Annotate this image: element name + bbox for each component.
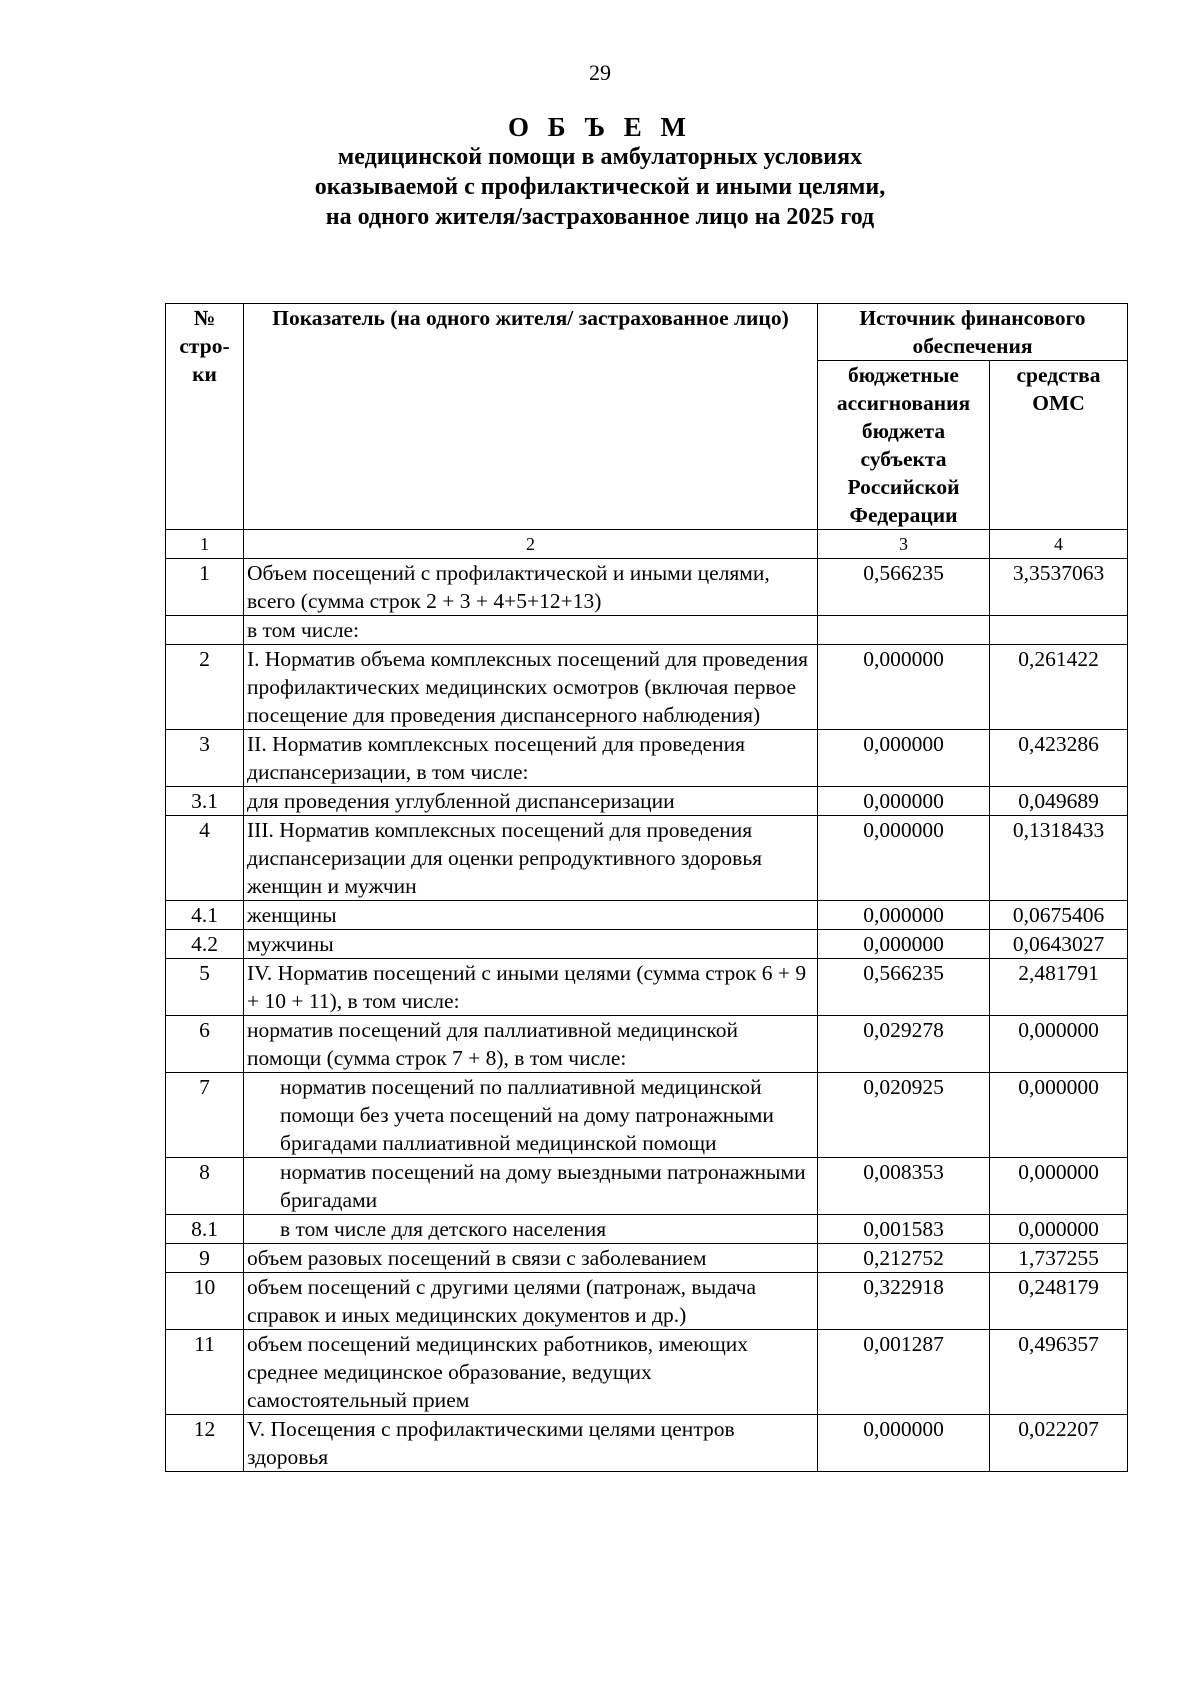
row-number (166, 616, 244, 645)
title-line-1: медицинской помощи в амбулаторных условиях (337, 144, 863, 170)
header-budget: бюджетные ассигнования бюджета субъекта Российской Федерации (818, 361, 990, 530)
table-row (166, 730, 1128, 787)
table-row (166, 1016, 1128, 1073)
row-budget-value (818, 616, 990, 645)
header-oms: средства ОМС (990, 361, 1128, 530)
row-number: 4.1 (166, 901, 244, 930)
page-number: 29 (589, 60, 611, 85)
row-number: 4.2 (166, 930, 244, 959)
row-oms-value: 0,1318433 (990, 816, 1128, 901)
table-row (166, 787, 1128, 816)
row-indicator: объем посещений с другими целями (патронаж, выдача справок и иных медицинских документов и др.) (244, 1273, 818, 1330)
title-main: О Б Ъ Е М (507, 112, 692, 142)
header-row-number: № стро- ки (166, 304, 244, 530)
table-row (166, 930, 1128, 959)
row-oms-value: 0,248179 (990, 1273, 1128, 1330)
row-indicator: Объем посещений с профилактической и иными целями, всего (сумма строк 2 + 3 + 4+5+12+13) (244, 559, 818, 616)
row-indicator: норматив посещений на дому выездными патронажными бригадами (244, 1158, 818, 1215)
row-budget-value: 0,000000 (818, 645, 990, 730)
row-number: 12 (166, 1415, 244, 1472)
row-oms-value: 0,0675406 (990, 901, 1128, 930)
row-number: 11 (166, 1330, 244, 1415)
row-oms-value: 2,481791 (990, 959, 1128, 1016)
row-number: 1 (166, 559, 244, 616)
row-oms-value: 0,022207 (990, 1415, 1128, 1472)
row-budget-value: 0,008353 (818, 1158, 990, 1215)
table-row (166, 1330, 1128, 1415)
table-row (166, 645, 1128, 730)
table-row (166, 816, 1128, 901)
row-oms-value: 0,000000 (990, 1158, 1128, 1215)
row-indicator: III. Норматив комплексных посещений для проведения диспансеризации для оценки репродуктивного здоровья женщин и мужчин (244, 816, 818, 901)
table-row (166, 559, 1128, 616)
row-number: 8.1 (166, 1215, 244, 1244)
title-line-2: оказываемой с профилактической и иными целями, (314, 174, 886, 200)
row-oms-value: 0,000000 (990, 1016, 1128, 1073)
column-index-cell: 4 (990, 530, 1128, 559)
row-number: 5 (166, 959, 244, 1016)
row-indicator: объем посещений медицинских работников, имеющих среднее медицинское образование, ведущих самостоятельный прием (244, 1330, 818, 1415)
table-row (166, 616, 1128, 645)
column-index-cell: 2 (244, 530, 818, 559)
row-oms-value: 0,261422 (990, 645, 1128, 730)
row-indicator: женщины (244, 901, 818, 930)
row-oms-value: 0,0643027 (990, 930, 1128, 959)
row-budget-value: 0,000000 (818, 787, 990, 816)
table-row (166, 1273, 1128, 1330)
row-number: 4 (166, 816, 244, 901)
title-line-3: на одного жителя/застрахованное лицо на 2025 год (325, 204, 875, 230)
table-row (166, 901, 1128, 930)
row-budget-value: 0,020925 (818, 1073, 990, 1158)
table-row (166, 959, 1128, 1016)
header-indicator: Показатель (на одного жителя/ застрахованное лицо) (244, 304, 818, 530)
row-number: 7 (166, 1073, 244, 1158)
row-oms-value: 0,000000 (990, 1073, 1128, 1158)
row-oms-value: 0,000000 (990, 1215, 1128, 1244)
row-number: 2 (166, 645, 244, 730)
table-row (166, 1073, 1128, 1158)
row-indicator: для проведения углубленной диспансеризации (244, 787, 818, 816)
row-number: 3.1 (166, 787, 244, 816)
row-oms-value: 3,3537063 (990, 559, 1128, 616)
row-budget-value: 0,000000 (818, 901, 990, 930)
row-budget-value: 0,000000 (818, 930, 990, 959)
table-row (166, 1215, 1128, 1244)
row-number: 3 (166, 730, 244, 787)
table-row (166, 1158, 1128, 1215)
row-indicator: норматив посещений для паллиативной медицинской помощи (сумма строк 7 + 8), в том числе: (244, 1016, 818, 1073)
row-budget-value: 0,001583 (818, 1215, 990, 1244)
row-indicator: I. Норматив объема комплексных посещений для проведения профилактических медицинских осмотров (включая первое посещение для проведения диспансерного наблюдения) (244, 645, 818, 730)
row-budget-value: 0,000000 (818, 730, 990, 787)
document-title (0, 112, 1200, 232)
table-row (166, 1244, 1128, 1273)
volume-table (165, 303, 1128, 1472)
row-indicator: мужчины (244, 930, 818, 959)
row-budget-value: 0,029278 (818, 1016, 990, 1073)
row-indicator: в том числе: (244, 616, 818, 645)
row-budget-value: 0,000000 (818, 1415, 990, 1472)
row-indicator: в том числе для детского населения (244, 1215, 818, 1244)
row-indicator: V. Посещения с профилактическими целями центров здоровья (244, 1415, 818, 1472)
column-index-cell: 3 (818, 530, 990, 559)
row-number: 6 (166, 1016, 244, 1073)
row-oms-value (990, 616, 1128, 645)
row-budget-value: 0,212752 (818, 1244, 990, 1273)
row-number: 8 (166, 1158, 244, 1215)
row-indicator: объем разовых посещений в связи с заболеванием (244, 1244, 818, 1273)
row-indicator: IV. Норматив посещений с иными целями (сумма строк 6 + 9 + 10 + 11), в том числе: (244, 959, 818, 1016)
row-budget-value: 0,566235 (818, 559, 990, 616)
row-number: 9 (166, 1244, 244, 1273)
header-funding-source: Источник финансового обеспечения (818, 304, 1128, 361)
row-oms-value: 0,496357 (990, 1330, 1128, 1415)
row-number: 10 (166, 1273, 244, 1330)
row-indicator: II. Норматив комплексных посещений для проведения диспансеризации, в том числе: (244, 730, 818, 787)
row-budget-value: 0,566235 (818, 959, 990, 1016)
row-budget-value: 0,001287 (818, 1330, 990, 1415)
row-oms-value: 1,737255 (990, 1244, 1128, 1273)
table-row (166, 1415, 1128, 1472)
row-budget-value: 0,000000 (818, 816, 990, 901)
row-oms-value: 0,049689 (990, 787, 1128, 816)
column-index-cell: 1 (166, 530, 244, 559)
row-budget-value: 0,322918 (818, 1273, 990, 1330)
row-oms-value: 0,423286 (990, 730, 1128, 787)
column-index-row (166, 530, 1128, 559)
row-indicator: норматив посещений по паллиативной медицинской помощи без учета посещений на дому патронажными бригадами паллиативной медицинской помощи (244, 1073, 818, 1158)
